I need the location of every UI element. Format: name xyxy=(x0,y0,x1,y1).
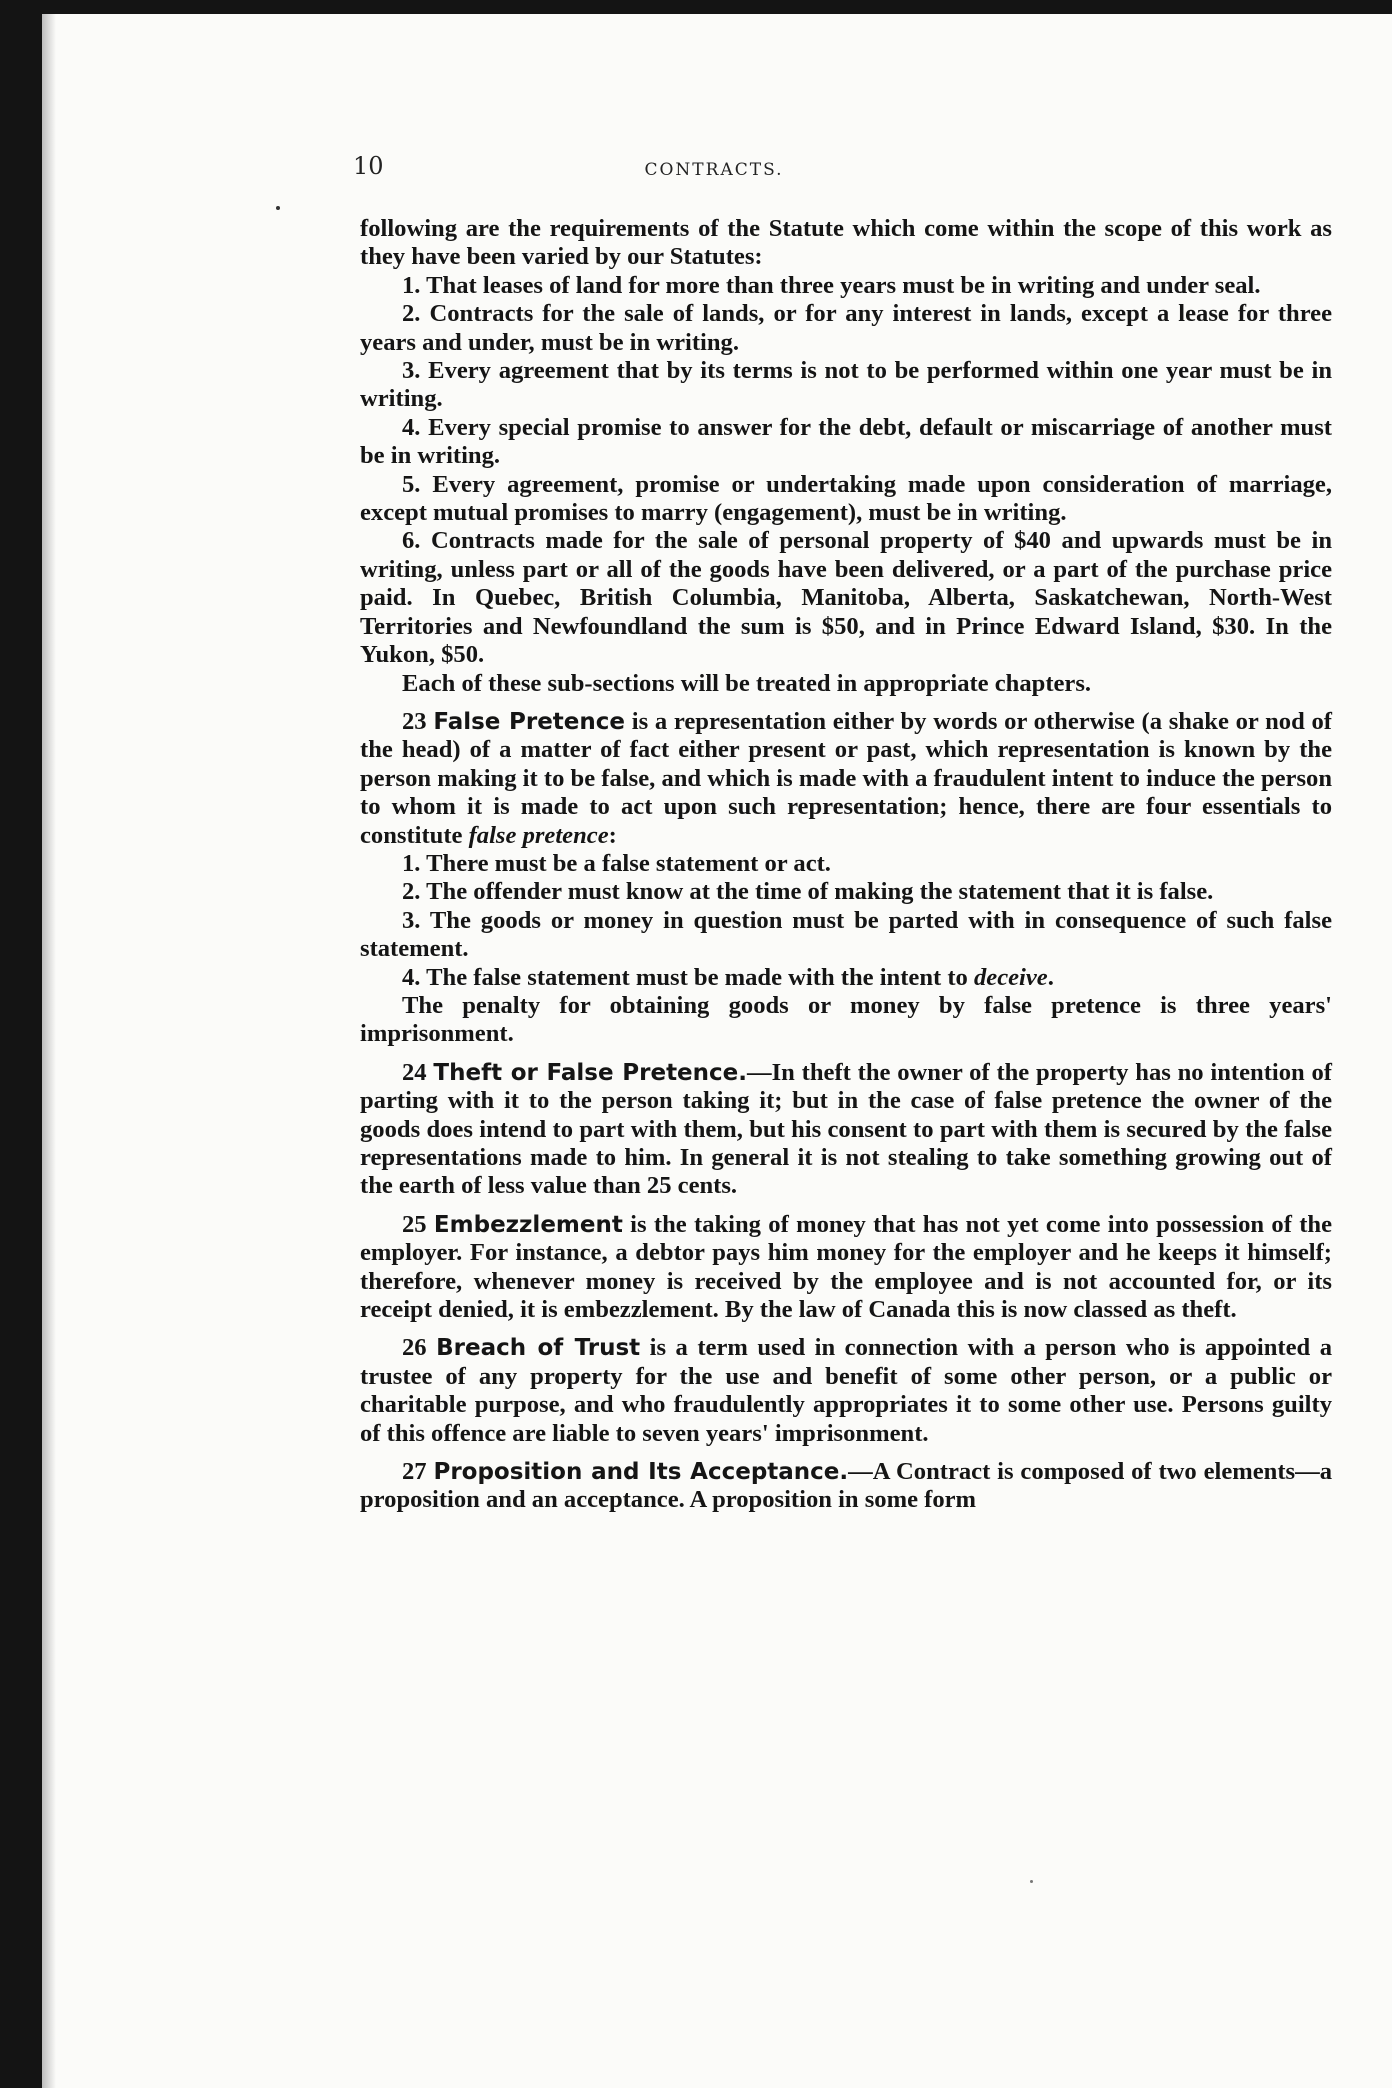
essential-item-text: 4. The false statement must be made with the intent to xyxy=(402,963,974,991)
section-heading: Theft or False Pretence. xyxy=(433,1059,748,1086)
section-26 xyxy=(360,1334,1332,1448)
statute-closing-note: Each of these sub-sections will be treated in appropriate chapters. xyxy=(402,669,1092,697)
running-head: CONTRACTS. xyxy=(644,160,784,180)
section-body-end: : xyxy=(608,821,617,849)
section-number: 25 xyxy=(402,1210,427,1238)
penalty-note: The penalty for obtaining goods or money by false pretence is three years' imprisonment. xyxy=(360,991,1332,1048)
section-body: is a term used in connection with a person who is appointed a trustee of any property for the use and benefit of some other person, or a public or charitable purpose, and who fraudulently appropriates it to some other use. Persons guilty of this offence are liable to seven years' imprisonment. xyxy=(360,1334,1332,1447)
ink-speck xyxy=(276,206,280,210)
page-body xyxy=(360,215,1332,1515)
statute-item: 6. Contracts made for the sale of personal property of $40 and upwards must be in writing, unless part or all of the goods have been delivered, or a part of the purchase price paid. In Quebec, British Columbia, Manitoba, Alberta, Saskatchewan, North-West Territories and Newfoundland the sum is $50, and in Prince Edward Island, $30. In the Yukon, $50. xyxy=(360,527,1332,669)
section-heading: Embezzlement xyxy=(433,1211,623,1238)
page-number: 10 xyxy=(353,152,384,180)
defined-term: false pretence xyxy=(468,821,609,849)
essential-item xyxy=(360,964,1332,992)
section-heading: False Pretence xyxy=(433,708,625,735)
section-27 xyxy=(360,1458,1332,1515)
essential-item: 3. The goods or money in question must be parted with in consequence of such false statement. xyxy=(360,906,1332,963)
section-25 xyxy=(360,1211,1332,1325)
section-number: 24 xyxy=(402,1058,427,1086)
essential-item: 2. The offender must know at the time of making the statement that it is false. xyxy=(402,878,1214,906)
essential-item: 1. There must be a false statement or act. xyxy=(402,849,831,877)
section-number: 23 xyxy=(402,707,427,735)
section-number: 27 xyxy=(402,1458,427,1486)
section-body: is a representation either by words or otherwise (a shake or nod of the head) of a matter of fact either present or past, which representation is known by the person making it to be false, and which is made with a fraudulent intent to induce the person to whom it is made to act upon such representation; hence, there are four essentials to constitute xyxy=(360,707,1332,849)
statute-item: 1. That leases of land for more than three years must be in writing and under seal. xyxy=(402,271,1261,299)
section-23 xyxy=(360,708,1332,850)
ink-speck xyxy=(1030,1880,1033,1883)
defined-term: deceive xyxy=(974,963,1048,991)
statute-item: 4. Every special promise to answer for the debt, default or miscarriage of another must be in writing. xyxy=(360,413,1332,470)
intro-paragraph: following are the requirements of the Statute which come within the scope of this work as they have been varied by our Statutes: xyxy=(360,215,1332,271)
section-heading: Breach of Trust xyxy=(436,1335,641,1362)
section-heading: Proposition and Its Acceptance. xyxy=(433,1459,849,1486)
essential-item-end: . xyxy=(1047,963,1054,991)
statute-item: 5. Every agreement, promise or undertaking made upon consideration of marriage, except mutual promises to marry (engagement), must be in writing. xyxy=(360,470,1332,527)
statute-item: 3. Every agreement that by its terms is not to be performed within one year must be in writing. xyxy=(360,357,1332,413)
section-body: —In theft the owner of the property has no intention of parting with it to the person taking it; but in the case of false pretence the owner of the goods does intend to part with them, but his consent to part with them is secured by the false representations made to him. In general it is not stealing to take something growing out of the earth of less value than 25 cents. xyxy=(360,1058,1332,1200)
statute-item: 2. Contracts for the sale of lands, or for any interest in lands, except a lease for three years and under, must be in writing. xyxy=(360,300,1332,356)
section-body: is the taking of money that has not yet come into possession of the employer. For instance, a debtor pays him money for the employer and he keeps it himself; therefore, whenever money is received by the employee and is not accounted for, or its receipt denied, it is embezzlement. By the law of Canada this is now classed as theft. xyxy=(360,1210,1332,1324)
section-number: 26 xyxy=(402,1334,427,1362)
section-body: —A Contract is composed of two elements—a proposition and an acceptance. A proposition in some form xyxy=(360,1458,1332,1514)
page-gutter-shadow xyxy=(42,14,56,2088)
section-24 xyxy=(360,1059,1332,1201)
